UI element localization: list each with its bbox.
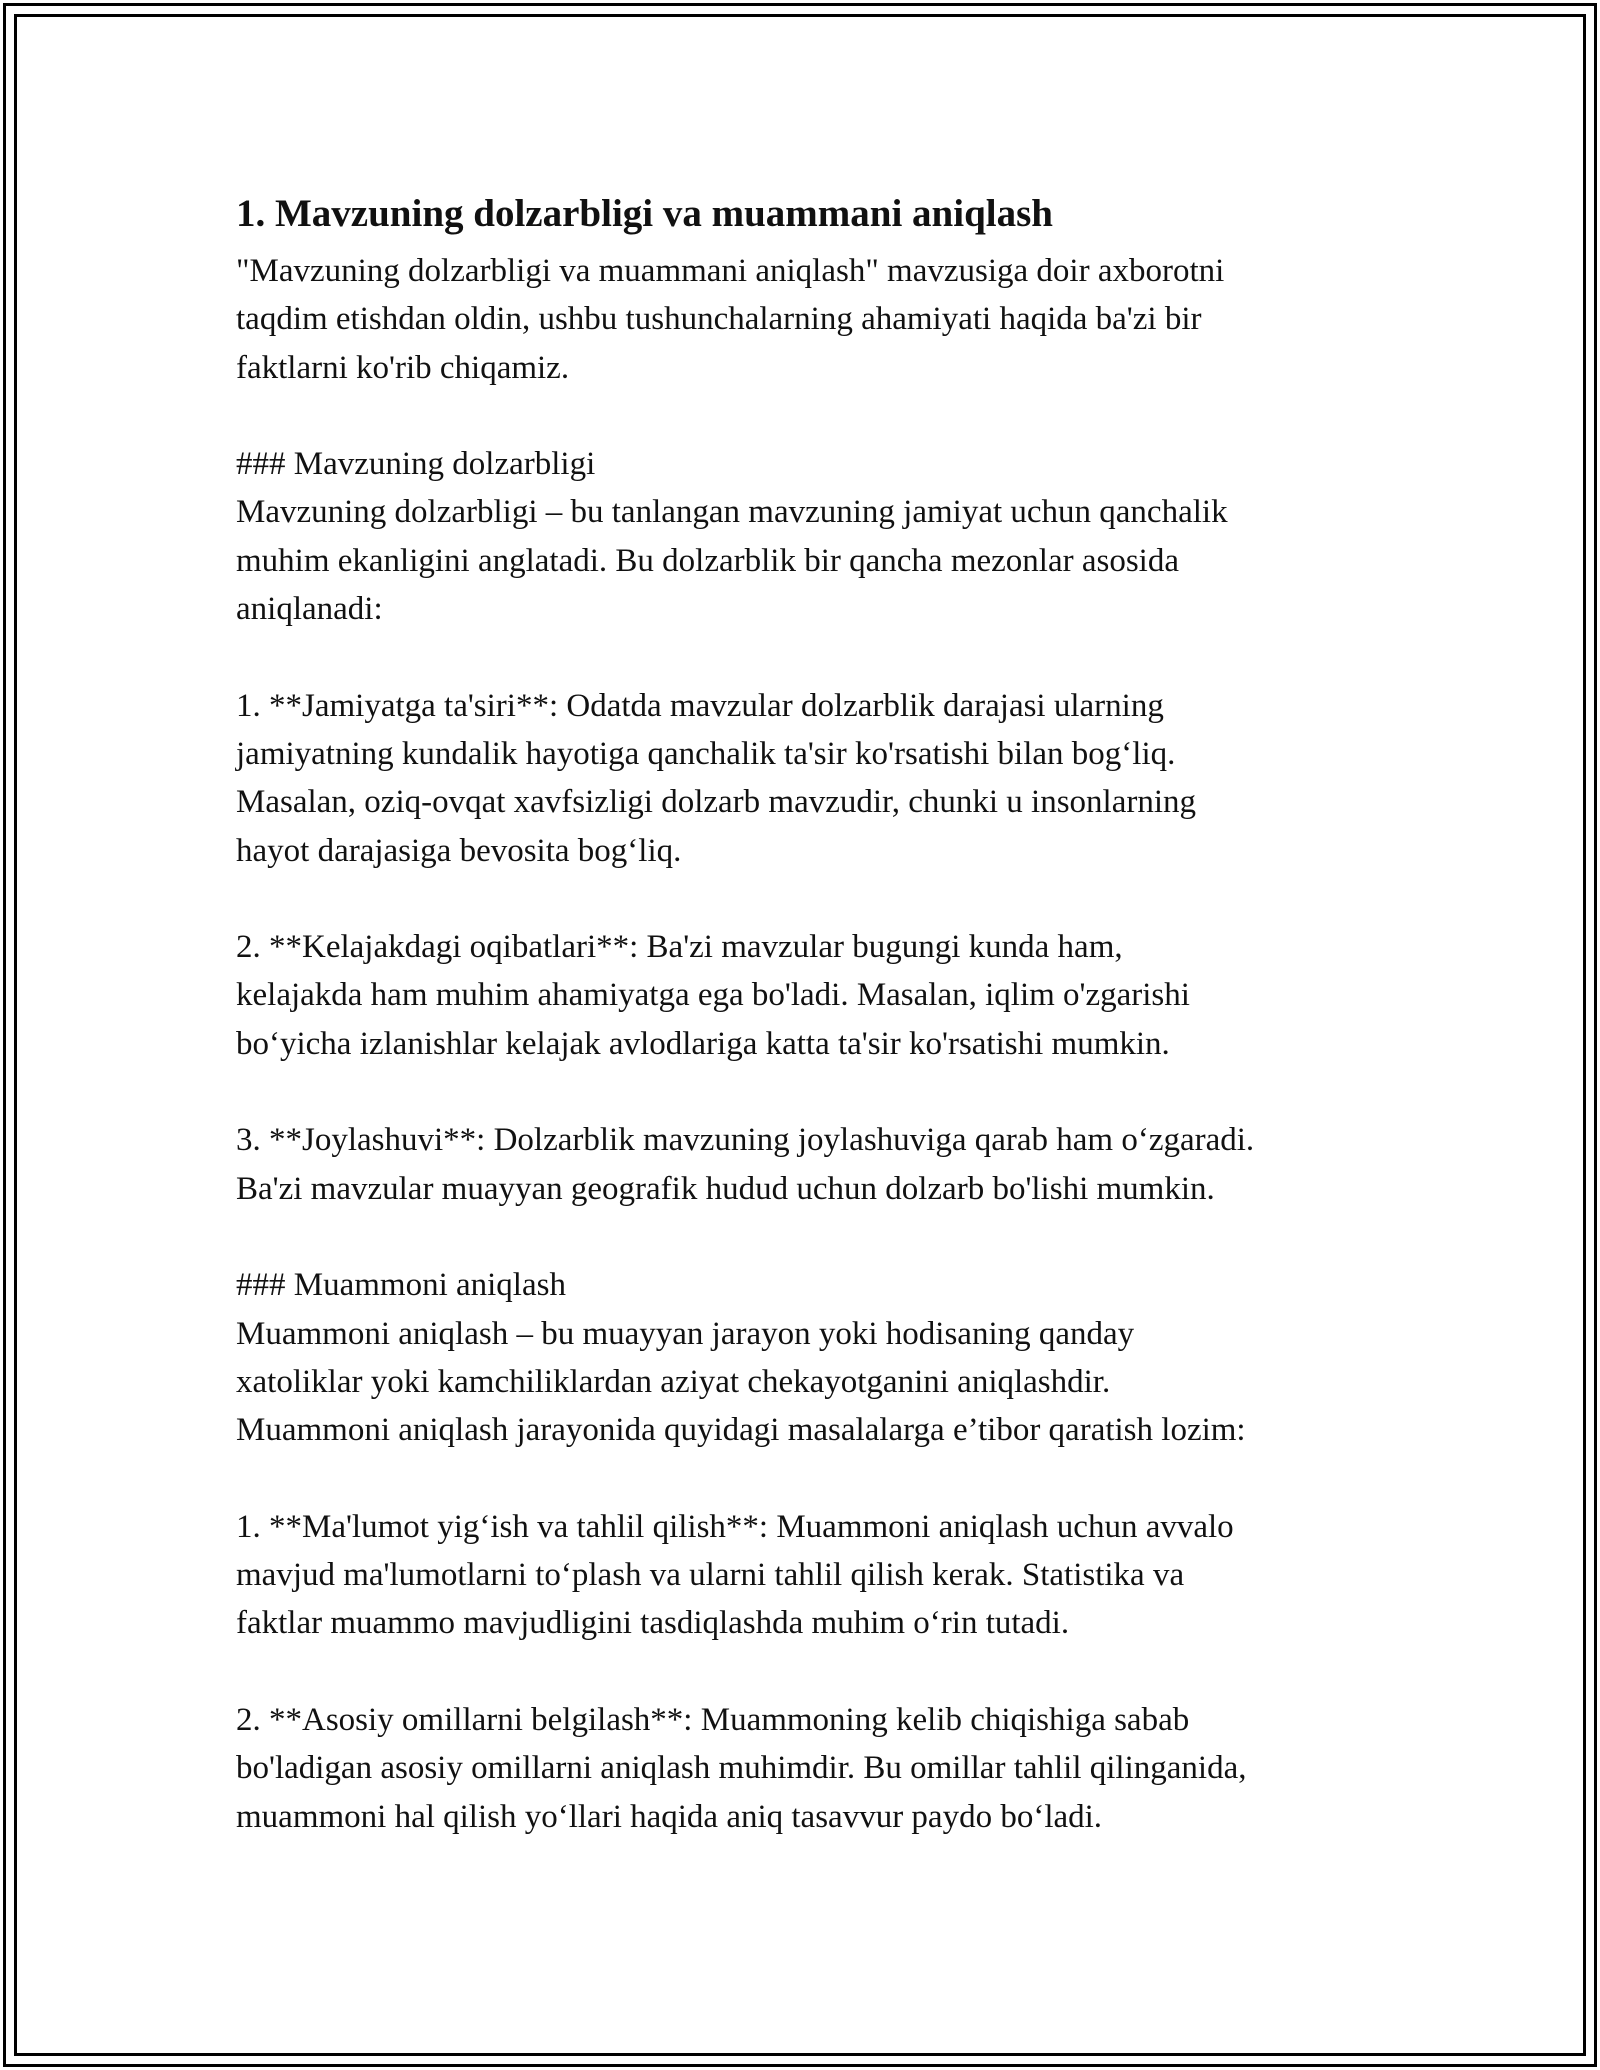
list-item-joylashuvi: 3. **Joylashuvi**: Dolzarblik mavzuning joylashuviga qarab ham o‘zgaradi. Ba'zi mavzular muayyan geografik hudud uchun dolzarb bo'lishi mumkin. [236, 1122, 1255, 1207]
section-paragraph-muammoni: Muammoni aniqlash – bu muayyan jarayon yoki hodisaning qanday xatoliklar yoki kamchiliklardan aziyat chekayotganini aniqlashdir. Muammoni aniqlash jarayonida quyidagi masalalarga e’tibor qaratish lozim: [236, 1315, 1246, 1449]
spacer [236, 1213, 1396, 1261]
spacer [236, 1648, 1396, 1696]
list-item-kelajakdagi: 2. **Kelajakdagi oqibatlari**: Ba'zi mavzular bugungi kunda ham, kelajakda ham muhim ahamiyatga ega bo'ladi. Masalan, iqlim o'zgarishi bo‘yicha izlanishlar kelajak avlodlariga katta ta'sir ko'rsatishi mumkin. [236, 929, 1190, 1062]
intro-paragraph: "Mavzuning dolzarbligi va muammani aniqlash" mavzusiga doir axborotni taqdim etishdan oldin, ushbu tushunchalarning ahamiyati haqida ba'zi bir faktlarni ko'rib chiqamiz. [236, 253, 1225, 386]
spacer [236, 633, 1396, 681]
spacer [236, 392, 1396, 440]
list-item-malumot: 1. **Ma'lumot yig‘ish va tahlil qilish**: Muammoni aniqlash uchun avvalo mavjud ma'lumotlarni to‘plash va ularni tahlil qilish kerak. Statistika va faktlar muammo mavjudligini tasdiqlashda muhim o‘rin tutadi. [236, 1508, 1234, 1642]
spacer [236, 1454, 1396, 1502]
spacer [236, 1068, 1396, 1116]
document-body [236, 183, 1396, 1841]
spacer [236, 875, 1396, 923]
section-heading-muammoni: ### Muammoni aniqlash [236, 1267, 566, 1304]
section-heading-dolzarbligi: ### Mavzuning dolzarbligi [236, 446, 596, 483]
list-item-asosiy-omillar: 2. **Asosiy omillarni belgilash**: Muammoning kelib chiqishiga sabab bo'ladigan asosiy omillarni aniqlash muhimdir. Bu omillar tahlil qilinganida, muammoni hal qilish yo‘llari haqida aniq tasavvur paydo bo‘ladi. [236, 1701, 1247, 1835]
list-item-jamiyatga: 1. **Jamiyatga ta'siri**: Odatda mavzular dolzarblik darajasi ularning jamiyatning kundalik hayotiga qanchalik ta'sir ko'rsatishi bilan bog‘liq. Masalan, oziq-ovqat xavfsizligi dolzarb mavzudir, chunki u insonlarning hayot darajasiga bevosita bog‘liq. [236, 687, 1197, 869]
document-title: 1. Mavzuning dolzarbligi va muammani aniqlash [236, 192, 1053, 235]
section-paragraph-dolzarbligi: Mavzuning dolzarbligi – bu tanlangan mavzuning jamiyat uchun qanchalik muhim ekanligini anglatadi. Bu dolzarblik bir qancha mezonlar asosida aniqlanadi: [236, 494, 1228, 628]
